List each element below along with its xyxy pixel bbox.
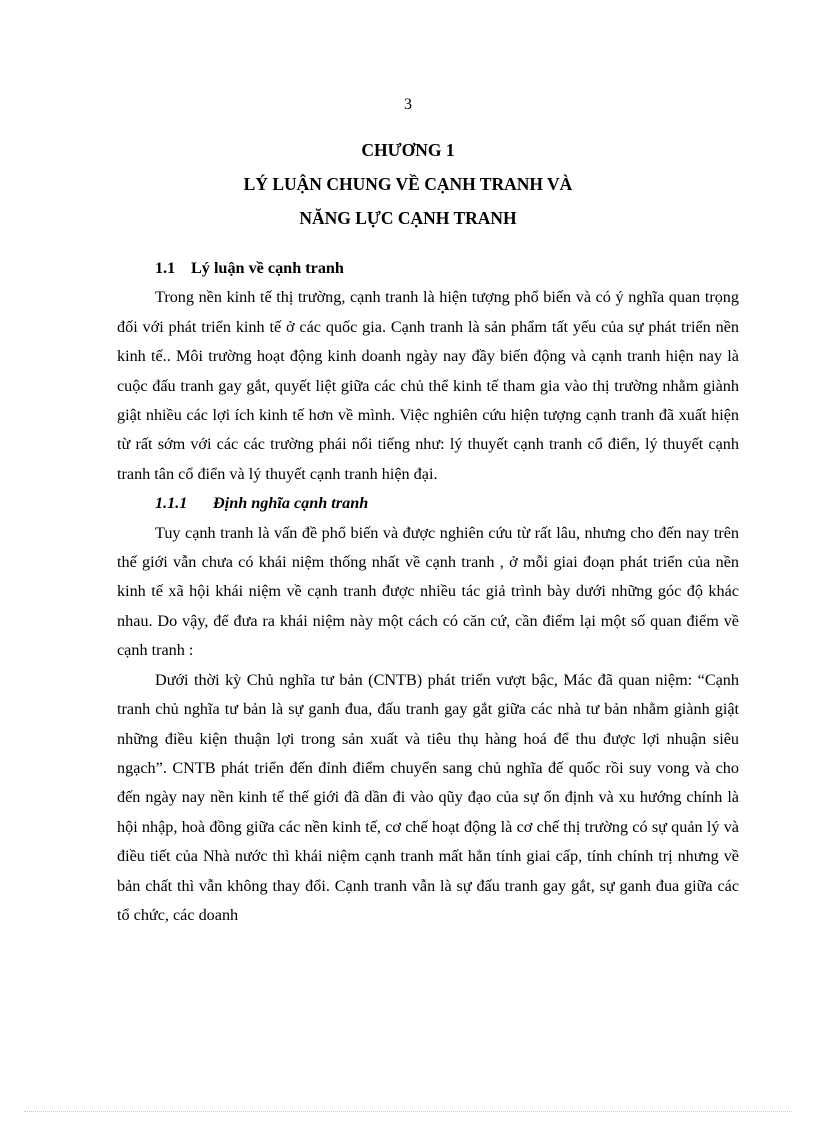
- subsection-number: 1.1.1: [155, 494, 188, 513]
- chapter-heading: [0, 133, 816, 235]
- subsection-title: Định nghĩa cạnh tranh: [213, 494, 369, 513]
- document-body: [117, 254, 739, 930]
- chapter-title-line-1: LÝ LUẬN CHUNG VỀ CẠNH TRANH VÀ: [243, 174, 573, 194]
- page-bottom-divider: [24, 1111, 792, 1112]
- section-paragraph-1: Trong nền kinh tế thị trường, cạnh tranh là hiện tượng phổ biến và có ý nghĩa quan trọng đối với phát triển kinh tế ở các quốc gia. Cạnh tranh là sản phẩm tất yếu của sự phát triển nền kinh tế.. Môi trường hoạt động kinh doanh ngày nay đầy biến động và cạnh tranh hiện nay là cuộc đấu tranh gay gắt, quyết liệt giữa các chủ thể kinh tế tham gia vào thị trường nhằm giành giật nhiều các lợi ích kinh tế hơn về mình. Việc nghiên cứu hiện tượng cạnh tranh đã xuất hiện từ rất sớm với các các trường phái nổi tiếng như: lý thuyết cạnh tranh cổ điển, lý thuyết cạnh tranh tân cổ điển và lý thuyết cạnh tranh hiện đại.: [117, 288, 739, 483]
- section-number: 1.1: [155, 259, 176, 277]
- subsection-paragraph-1: Tuy cạnh tranh là vấn đề phổ biến và được nghiên cứu từ rất lâu, nhưng cho đến nay trên thế giới vẫn chưa có khái niệm thống nhất về cạnh tranh , ở mỗi giai đoạn phát triển của nền kinh tế xã hội khái niệm về cạnh tranh được nhiều tác giả trình bày dưới những góc độ khác nhau. Do vậy, để đưa ra khái niệm này một cách có căn cứ, cần điểm lại một số quan điểm về cạnh tranh :: [117, 523, 739, 660]
- subsection-heading: [117, 489, 739, 518]
- subsection-paragraph-2: Dưới thời kỳ Chủ nghĩa tư bản (CNTB) phát triển vượt bậc, Mác đã quan niệm: “Cạnh tranh chủ nghĩa tư bản là sự ganh đua, đấu tranh gay gắt giữa các nhà tư bản nhằm giành giật những điều kiện thuận lợi trong sản xuất và tiêu thụ hàng hoá để thu được lợi nhuận siêu ngạch”. CNTB phát triển đến đỉnh điểm chuyển sang chủ nghĩa đế quốc rồi suy vong và cho đến ngày nay nền kinh tế thế giới đã dần đi vào qũy đạo của sự ổn định và xu hướng chính là hội nhập, hoà đồng giữa các nền kinh tế, cơ chế hoạt động là cơ chế thị trường có sự quản lý và điều tiết của Nhà nước thì khái niệm cạnh tranh mất hẳn tính giai cấp, tính chính trị nhưng về bản chất thì vẫn không thay đổi. Cạnh tranh vẫn là sự đấu tranh gay gắt, sự ganh đua giữa các tổ chức, các doanh: [117, 670, 739, 924]
- section-heading: [117, 254, 739, 283]
- chapter-label: CHƯƠNG 1: [361, 140, 455, 160]
- section-title: Lý luận về cạnh tranh: [191, 259, 344, 277]
- page-number: 3: [404, 96, 412, 113]
- chapter-title-line-2: NĂNG LỰC CẠNH TRANH: [299, 208, 517, 228]
